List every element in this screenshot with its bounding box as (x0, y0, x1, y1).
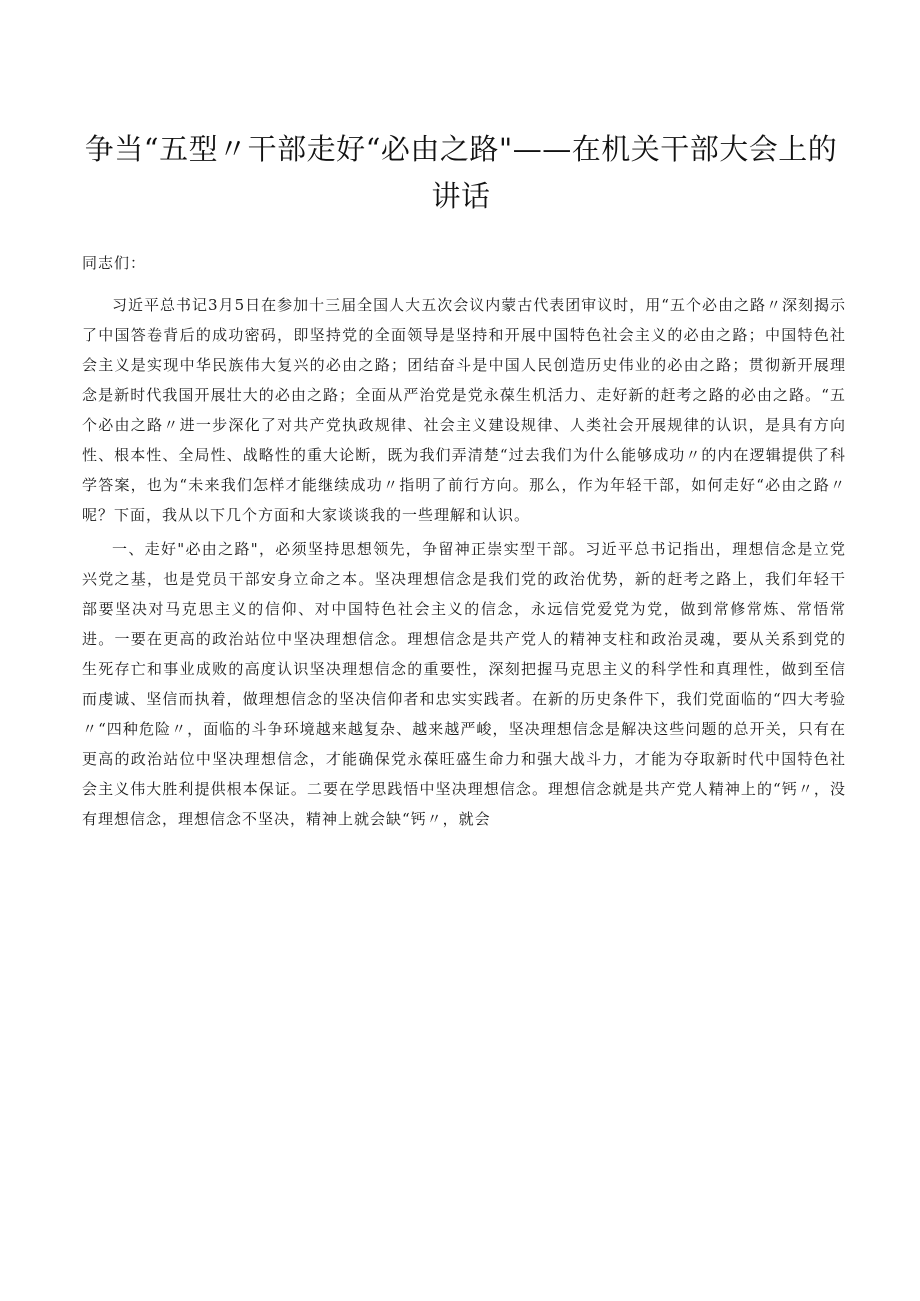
paragraph: 习近平总书记3月5日在参加十三届全国人大五次会议内蒙古代表团审议时，用“五个必由之路〃深刻揭示了中国答卷背后的成功密码，即坚持党的全面领导是坚持和开展中国特色社会主义的必由之路；中国特色社会主义是实现中华民族伟大复兴的必由之路；团结奋斗是中国人民创造历史伟业的必由之路；贯彻新开展理念是新时代我国开展壮大的必由之路；全面从严治党是党永葆生机活力、走好新的赶考之路的必由之路。“五个必由之路〃进一步深化了对共产党执政规律、社会主义建设规律、人类社会开展规律的认识，是具有方向性、根本性、全局性、战略性的重大论断，既为我们弄清楚“过去我们为什么能够成功〃的内在逻辑提供了科学答案，也为“未来我们怎样才能继续成功〃指明了前行方向。那么，作为年轻干部，如何走好“必由之路〃呢？下面，我从以下几个方面和大家谈谈我的一些理解和认识。 (82, 296, 846, 524)
document-body (82, 248, 846, 838)
paragraph: 一、走好"必由之路"，必须坚持思想领先，争留神正崇实型干部。习近平总书记指出，理想信念是立党兴党之基，也是党员干部安身立命之本。坚决理想信念是我们党的政治优势，新的赶考之路上，我们年轻干部要坚决对马克思主义的信仰、对中国特色社会主义的信念，永远信党爱党为党，做到常修常炼、常悟常进。一要在更高的政治站位中坚决理想信念。理想信念是共产党人的精神支柱和政治灵魂，要从关系到党的生死存亡和事业成败的高度认识坚决理想信念的重要性，深刻把握马克思主义的科学性和真理性，做到至信而虔诚、坚信而执着，做理想信念的坚决信仰者和忠实实践者。在新的历史条件下，我们党面临的“四大考验〃“四种危险〃，面临的斗争环境越来越复杂、越来越严峻，坚决理想信念是解决这些问题的总开关，只有在更高的政治站位中坚决理想信念，才能确保党永葆旺盛生命力和强大战斗力，才能为夺取新时代中国特色社会主义伟大胜利提供根本保证。二要在学思践悟中坚决理想信念。理想信念就是共产党人精神上的“钙〃，没有理想信念，理想信念不坚决，精神上就会缺“钙〃，就会 (82, 540, 846, 828)
greeting: 同志们： (82, 254, 147, 272)
document-title: 争当“五型〃干部走好“必由之路"——在机关干部大会上的讲话 (84, 132, 838, 213)
